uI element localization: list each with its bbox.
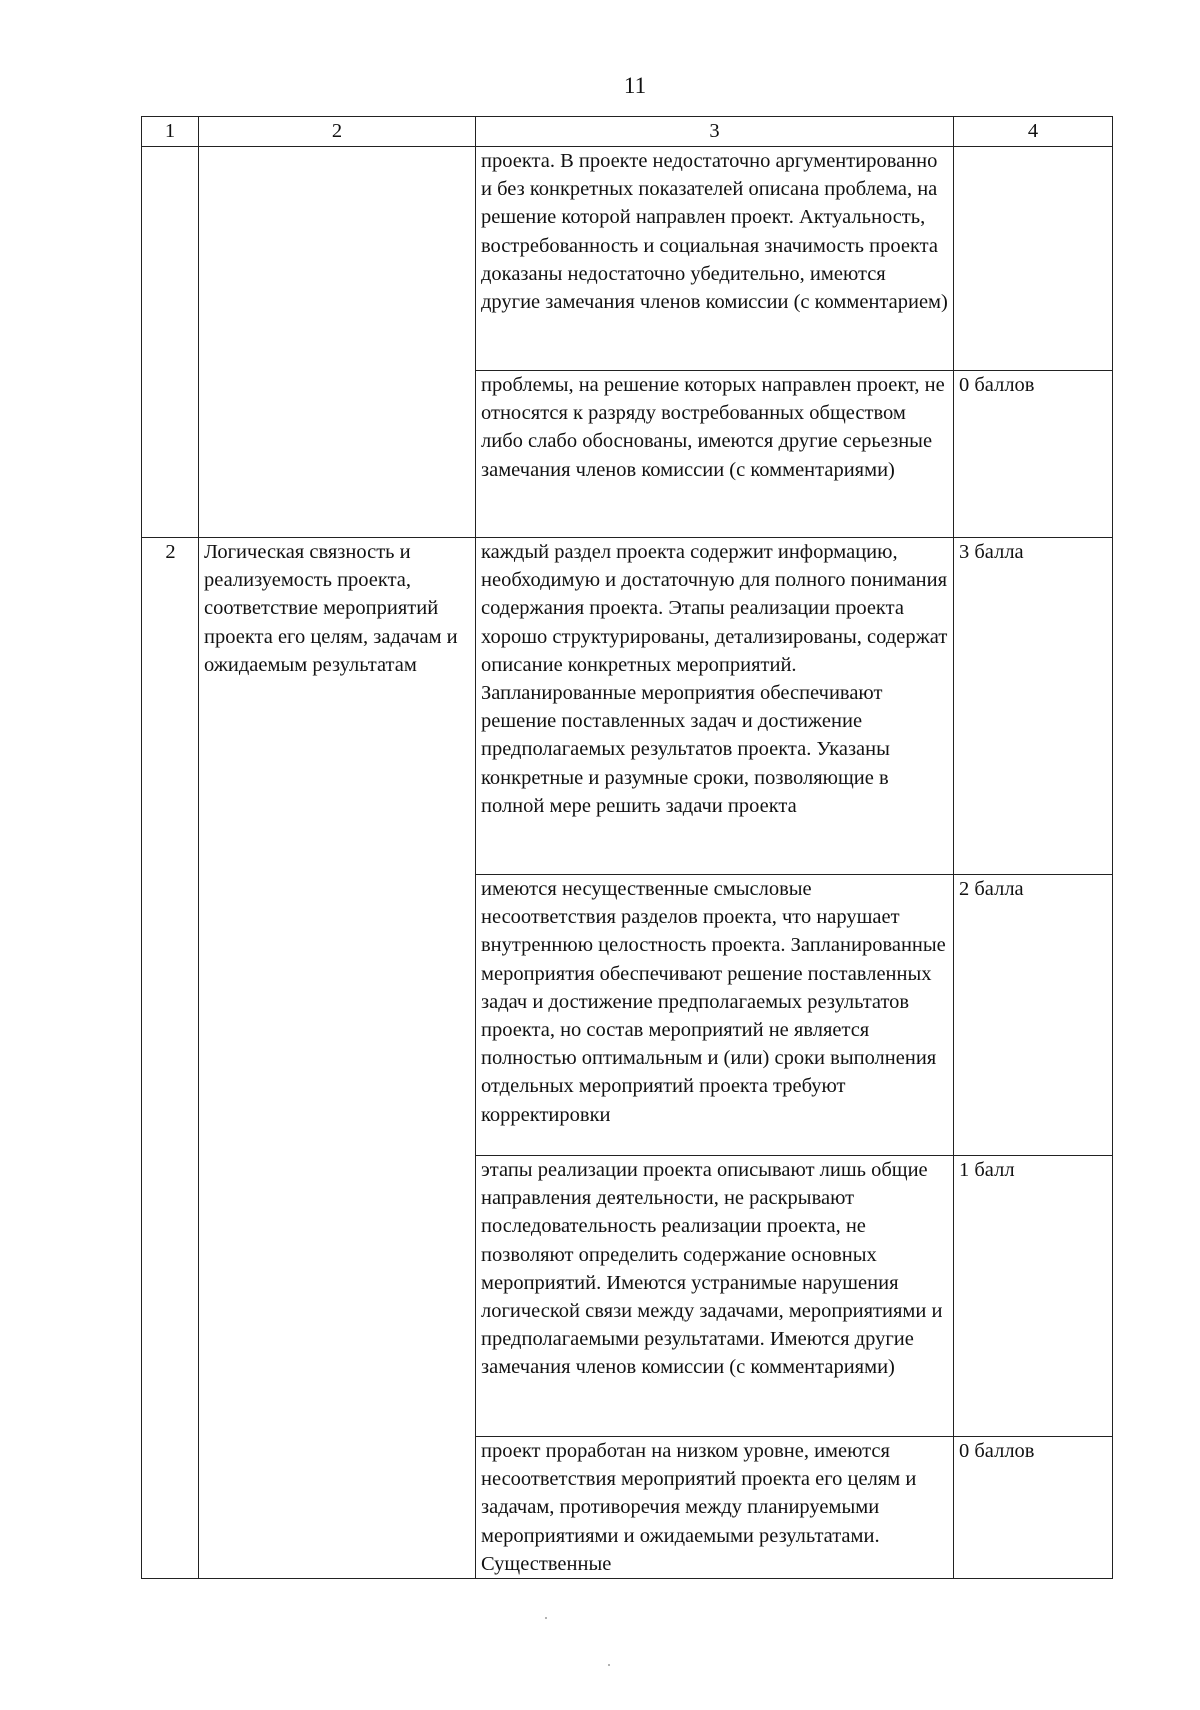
level-description: проекта. В проекте недостаточно аргументированно и без конкретных показателей описана проблема, на решение которой направлен проект. Актуальность, востребованность и социальная значимость проекта доказаны недостаточно убедительно, имеются другие замечания членов комиссии (с комментарием) [476,147,954,371]
table-header-row [142,117,1113,147]
level-score: 2 балла [954,875,1113,1156]
level-score: 0 баллов [954,1437,1113,1579]
criterion-name [199,147,476,538]
scan-artifact [545,1617,547,1619]
evaluation-criteria-table [141,116,1113,1579]
table-row [142,147,1113,371]
header-col-2: 2 [199,117,476,147]
header-col-3: 3 [476,117,954,147]
level-description: этапы реализации проекта описывают лишь общие направления деятельности, не раскрывают последовательность реализации проекта, не позволяют определить содержание основных мероприятий. Имеются устранимые нарушения логической связи между задачами, мероприятиями и предполагаемыми результатами. Имеются другие замечания членов комиссии (с комментариями) [476,1156,954,1437]
level-description: имеются несущественные смысловые несоответствия разделов проекта, что нарушает внутреннюю целостность проекта. Запланированные мероприятия обеспечивают решение поставленных задач и достижение предполагаемых результатов проекта, но состав мероприятий не является полностью оптимальным и (или) сроки выполнения отдельных мероприятий проекта требуют корректировки [476,875,954,1156]
criterion-name: Логическая связность и реализуемость проекта, соответствие мероприятий проекта его целям, задачам и ожидаемым результатам [199,538,476,1579]
header-col-4: 4 [954,117,1113,147]
level-score: 3 балла [954,538,1113,875]
header-col-1: 1 [142,117,199,147]
page-number: 11 [623,73,647,98]
criterion-number: 2 [142,538,199,1579]
table-row [142,538,1113,875]
level-description: каждый раздел проекта содержит информацию, необходимую и достаточную для полного понимания содержания проекта. Этапы реализации проекта хорошо структурированы, детализированы, содержат описание конкретных мероприятий. Запланированные мероприятия обеспечивают решение поставленных задач и достижение предполагаемых результатов проекта. Указаны конкретные и разумные сроки, позволяющие в полной мере решить задачи проекта [476,538,954,875]
level-description: проблемы, на решение которых направлен проект, не относятся к разряду востребованных обществом либо слабо обоснованы, имеются другие серьезные замечания членов комиссии (с комментариями) [476,371,954,538]
level-score: 1 балл [954,1156,1113,1437]
level-description: проект проработан на низком уровне, имеются несоответствия мероприятий проекта его целям и задачам, противоречия между планируемыми мероприятиями и ожидаемыми результатами. Существенные [476,1437,954,1579]
level-score: 0 баллов [954,371,1113,538]
level-score [954,147,1113,371]
scan-artifact [608,1664,610,1666]
criterion-number [142,147,199,538]
